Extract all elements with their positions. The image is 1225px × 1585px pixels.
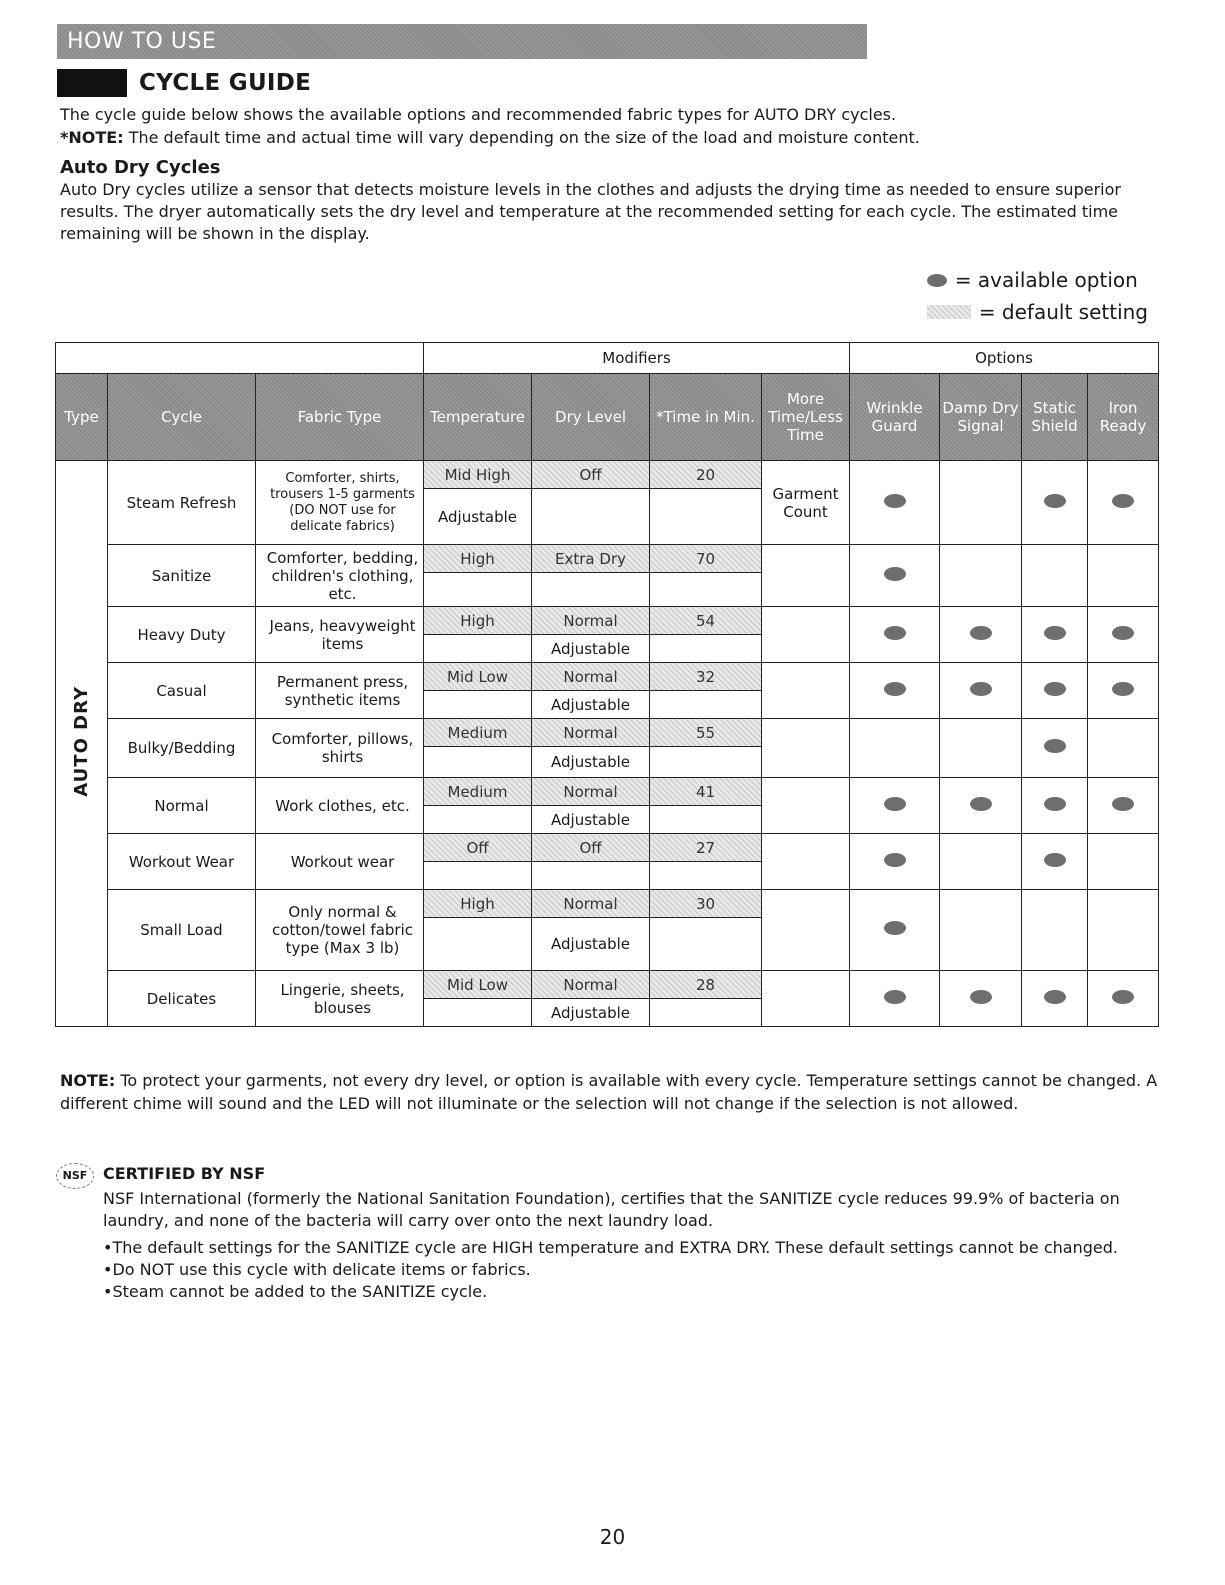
temperature-default: Mid Low (424, 663, 532, 691)
note-text: The default time and actual time will vary depending on the size of the load and moisture content. (123, 128, 920, 147)
option-static-shield (1022, 545, 1088, 607)
temperature-default: High (424, 545, 532, 573)
dry-level-default: Normal (532, 719, 650, 747)
dry-level-default: Off (532, 461, 650, 489)
available-dot-icon (1044, 990, 1066, 1004)
available-dot-icon (1044, 853, 1066, 867)
default-swatch-icon (927, 305, 971, 319)
temperature-adjust (424, 806, 532, 834)
option-wrinkle-guard (850, 607, 940, 663)
header-fabric-type: Fabric Type (256, 374, 424, 461)
header-iron-ready: Iron Ready (1088, 374, 1159, 461)
option-static-shield (1022, 971, 1088, 1027)
option-wrinkle-guard (850, 778, 940, 834)
temperature-default: Medium (424, 778, 532, 806)
available-dot-icon (1044, 682, 1066, 696)
time-default: 28 (650, 971, 762, 999)
intro-text: The cycle guide below shows the available options and recommended fabric types for AUTO DRY cycles. (60, 105, 897, 124)
temperature-default: Mid Low (424, 971, 532, 999)
temperature-adjust (424, 918, 532, 971)
option-iron-ready (1088, 719, 1159, 778)
legend-default-label: = default setting (978, 300, 1148, 324)
option-static-shield (1022, 778, 1088, 834)
auto-dry-heading: Auto Dry Cycles (60, 157, 221, 178)
nsf-bullet: • The default settings for the SANITIZE cycle are HIGH temperature and EXTRA DRY. These default settings cannot be changed. (103, 1237, 1163, 1259)
option-static-shield (1022, 663, 1088, 719)
option-damp-dry-signal (940, 890, 1022, 971)
fabric-type: Workout wear (256, 834, 424, 890)
note-label: NOTE: (60, 1071, 116, 1090)
dry-level-default: Extra Dry (532, 545, 650, 573)
available-dot-icon (1112, 797, 1134, 811)
section-heading (57, 68, 311, 98)
available-dot-icon (970, 626, 992, 640)
dry-level-default: Normal (532, 663, 650, 691)
table-group-header (56, 343, 1159, 374)
table-row (56, 545, 1159, 573)
available-dot-icon (1044, 494, 1066, 508)
option-wrinkle-guard (850, 971, 940, 1027)
time-extra (650, 862, 762, 890)
available-dot-icon (1044, 797, 1066, 811)
group-modifiers: Modifiers (424, 343, 850, 374)
page-title: CYCLE GUIDE (139, 70, 312, 96)
option-damp-dry-signal (940, 834, 1022, 890)
option-damp-dry-signal (940, 663, 1022, 719)
section-banner: HOW TO USE (57, 24, 867, 59)
time-default: 27 (650, 834, 762, 862)
group-options: Options (850, 343, 1159, 374)
option-static-shield (1022, 607, 1088, 663)
dry-level-adjust (532, 489, 650, 545)
dry-level-adjust: Adjustable (532, 635, 650, 663)
temperature-adjust (424, 691, 532, 719)
dry-level-adjust: Adjustable (532, 918, 650, 971)
cycle-name: Steam Refresh (108, 461, 256, 545)
cycle-name: Sanitize (108, 545, 256, 607)
option-iron-ready (1088, 778, 1159, 834)
dry-level-default: Normal (532, 890, 650, 918)
table-row (56, 719, 1159, 747)
option-damp-dry-signal (940, 461, 1022, 545)
header-time: *Time in Min. (650, 374, 762, 461)
option-iron-ready (1088, 834, 1159, 890)
type-cell (56, 461, 108, 1027)
temperature-adjust (424, 635, 532, 663)
table-row (56, 663, 1159, 691)
cycle-name: Heavy Duty (108, 607, 256, 663)
available-dot-icon (970, 797, 992, 811)
available-dot-icon (970, 990, 992, 1004)
time-extra (650, 635, 762, 663)
time-note (60, 127, 1170, 149)
time-extra (650, 747, 762, 778)
available-dot-icon (884, 921, 906, 935)
available-dot-icon (1112, 990, 1134, 1004)
header-wrinkle-guard: Wrinkle Guard (850, 374, 940, 461)
option-wrinkle-guard (850, 890, 940, 971)
option-iron-ready (1088, 461, 1159, 545)
dry-level-adjust: Adjustable (532, 806, 650, 834)
time-extra (650, 918, 762, 971)
options-note (60, 1069, 1170, 1115)
more-less-time (762, 890, 850, 971)
fabric-type: Jeans, heavyweight items (256, 607, 424, 663)
note-label: *NOTE: (60, 128, 124, 147)
available-dot-icon (884, 797, 906, 811)
cycle-name: Workout Wear (108, 834, 256, 890)
fabric-type: Comforter, pillows, shirts (256, 719, 424, 778)
option-iron-ready (1088, 971, 1159, 1027)
more-less-time (762, 778, 850, 834)
header-cycle: Cycle (108, 374, 256, 461)
more-less-time (762, 545, 850, 607)
time-default: 30 (650, 890, 762, 918)
legend (927, 264, 1148, 328)
dry-level-adjust: Adjustable (532, 691, 650, 719)
time-extra (650, 573, 762, 607)
dry-level-default: Normal (532, 971, 650, 999)
option-wrinkle-guard (850, 834, 940, 890)
more-less-time (762, 719, 850, 778)
fabric-type: Comforter, shirts, trousers 1-5 garments (DO NOT use for delicate fabrics) (256, 461, 424, 545)
dry-level-adjust (532, 573, 650, 607)
type-label: AUTO DRY (71, 686, 92, 797)
legend-available (927, 264, 1148, 296)
group-blank (56, 343, 424, 374)
cycle-name: Normal (108, 778, 256, 834)
cycle-name: Bulky/Bedding (108, 719, 256, 778)
time-default: 54 (650, 607, 762, 635)
table-header (56, 374, 1159, 461)
option-damp-dry-signal (940, 719, 1022, 778)
cycle-name: Casual (108, 663, 256, 719)
nsf-bullet-list (103, 1237, 1163, 1303)
time-extra (650, 806, 762, 834)
fabric-type: Lingerie, sheets, blouses (256, 971, 424, 1027)
table-row (56, 607, 1159, 635)
cycle-name: Delicates (108, 971, 256, 1027)
option-iron-ready (1088, 890, 1159, 971)
nsf-body: NSF International (formerly the National Sanitation Foundation), certifies that the SANITIZE cycle reduces 99.9% of bacteria on laundry, and none of the bacteria will carry over onto the next laundry load. (103, 1189, 1120, 1230)
temperature-default: Off (424, 834, 532, 862)
available-dot-icon (884, 494, 906, 508)
header-type: Type (56, 374, 108, 461)
time-default: 55 (650, 719, 762, 747)
available-dot-icon (884, 626, 906, 640)
header-more-less-time: More Time/Less Time (762, 374, 850, 461)
header-temperature: Temperature (424, 374, 532, 461)
option-static-shield (1022, 461, 1088, 545)
temperature-default: Mid High (424, 461, 532, 489)
table-row (56, 890, 1159, 918)
available-dot-icon (1112, 494, 1134, 508)
available-dot-icon (1044, 739, 1066, 753)
option-static-shield (1022, 719, 1088, 778)
option-static-shield (1022, 834, 1088, 890)
fabric-type: Permanent press, synthetic items (256, 663, 424, 719)
option-iron-ready (1088, 545, 1159, 607)
time-extra (650, 691, 762, 719)
more-less-time (762, 607, 850, 663)
header-dry-level: Dry Level (532, 374, 650, 461)
option-damp-dry-signal (940, 545, 1022, 607)
legend-available-label: = available option (954, 268, 1138, 292)
header-damp-dry-signal: Damp Dry Signal (940, 374, 1022, 461)
temperature-default: Medium (424, 719, 532, 747)
more-less-time (762, 663, 850, 719)
table-row (56, 834, 1159, 862)
nsf-bullet: • Do NOT use this cycle with delicate items or fabrics. (103, 1259, 1163, 1281)
option-damp-dry-signal (940, 778, 1022, 834)
time-extra (650, 489, 762, 545)
temperature-adjust (424, 573, 532, 607)
dry-level-default: Normal (532, 778, 650, 806)
nsf-title: CERTIFIED BY NSF (103, 1164, 266, 1183)
option-wrinkle-guard (850, 719, 940, 778)
available-dot-icon (927, 274, 947, 287)
available-dot-icon (884, 990, 906, 1004)
fabric-type: Only normal & cotton/towel fabric type (Max 3 lb) (256, 890, 424, 971)
temperature-adjust: Adjustable (424, 489, 532, 545)
option-damp-dry-signal (940, 971, 1022, 1027)
auto-dry-description: Auto Dry cycles utilize a sensor that detects moisture levels in the clothes and adjusts the drying time as needed to ensure superior results. The dryer automatically sets the dry level and temperature at the recommended setting for each cycle. The estimated time remaining will be shown in the display. (60, 180, 1121, 243)
cycle-name: Small Load (108, 890, 256, 971)
fabric-type: Work clothes, etc. (256, 778, 424, 834)
table-row (56, 971, 1159, 999)
dry-level-adjust (532, 862, 650, 890)
available-dot-icon (970, 682, 992, 696)
available-dot-icon (1112, 682, 1134, 696)
option-wrinkle-guard (850, 545, 940, 607)
dry-level-default: Normal (532, 607, 650, 635)
time-default: 20 (650, 461, 762, 489)
available-dot-icon (1112, 626, 1134, 640)
option-iron-ready (1088, 607, 1159, 663)
temperature-adjust (424, 747, 532, 778)
legend-default (927, 296, 1148, 328)
option-wrinkle-guard (850, 461, 940, 545)
dry-level-adjust: Adjustable (532, 747, 650, 778)
available-dot-icon (884, 682, 906, 696)
more-less-time: Garment Count (762, 461, 850, 545)
option-wrinkle-guard (850, 663, 940, 719)
available-dot-icon (884, 853, 906, 867)
time-default: 70 (650, 545, 762, 573)
dry-level-adjust: Adjustable (532, 999, 650, 1027)
temperature-adjust (424, 999, 532, 1027)
option-iron-ready (1088, 663, 1159, 719)
page-number: 20 (599, 1525, 626, 1549)
available-dot-icon (1044, 626, 1066, 640)
temperature-default: High (424, 607, 532, 635)
fabric-type: Comforter, bedding, children's clothing, etc. (256, 545, 424, 607)
option-damp-dry-signal (940, 607, 1022, 663)
heading-marker (57, 69, 127, 97)
time-default: 32 (650, 663, 762, 691)
option-static-shield (1022, 890, 1088, 971)
more-less-time (762, 834, 850, 890)
nsf-logo: NSF (56, 1163, 94, 1189)
note-text: To protect your garments, not every dry level, or option is available with every cycle. Temperature settings cannot be changed. A different chime will sound and the LED will not illuminate or the selection will not change if the selection is not allowed. (60, 1071, 1158, 1113)
dry-level-default: Off (532, 834, 650, 862)
header-static-shield: Static Shield (1022, 374, 1088, 461)
table-row (56, 778, 1159, 806)
available-dot-icon (884, 567, 906, 581)
nsf-bullet: • Steam cannot be added to the SANITIZE cycle. (103, 1281, 1163, 1303)
temperature-adjust (424, 862, 532, 890)
time-extra (650, 999, 762, 1027)
temperature-default: High (424, 890, 532, 918)
table-body (56, 461, 1159, 1027)
cycle-guide-table (55, 342, 1159, 1027)
table-row (56, 461, 1159, 489)
more-less-time (762, 971, 850, 1027)
time-default: 41 (650, 778, 762, 806)
